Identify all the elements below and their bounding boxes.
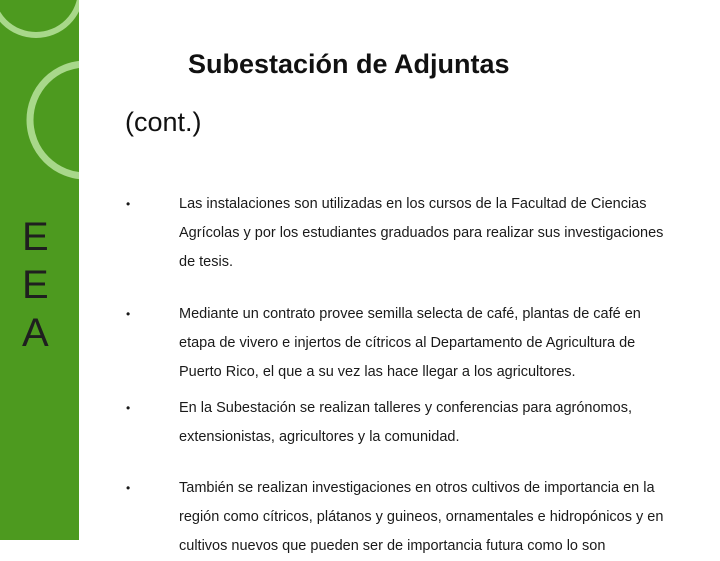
bullet-icon: • — [126, 307, 131, 321]
bullet-item — [120, 474, 680, 561]
bullet-icon: • — [126, 401, 131, 415]
slide-subtitle: (cont.) — [125, 107, 202, 137]
bullet-list — [120, 190, 680, 561]
sidebar-letter: A — [22, 311, 49, 355]
ring-top — [0, 0, 79, 35]
slide-title: Subestación de Adjuntas — [188, 49, 510, 79]
sidebar-letters — [0, 213, 79, 357]
bullet-item — [120, 300, 680, 387]
sidebar-letter: E — [22, 263, 49, 307]
ring-middle — [30, 64, 79, 176]
bullet-text: En la Subestación se realizan talleres y conferencias para agrónomos, extensionistas, agricultores y la comunidad. — [179, 400, 632, 445]
green-sidebar — [0, 0, 79, 540]
bullet-text: Las instalaciones son utilizadas en los cursos de la Facultad de Ciencias Agrícolas y por los estudiantes graduados para realizar sus investigaciones de tesis. — [179, 196, 664, 270]
bullet-item — [120, 394, 680, 452]
bullet-text: Mediante un contrato provee semilla selecta de café, plantas de café en etapa de vivero e injertos de cítricos al Departamento de Agricultura de Puerto Rico, el que a su vez las hace llegar a los agricultores. — [179, 306, 641, 380]
bullet-icon: • — [126, 197, 131, 211]
bullet-icon: • — [126, 481, 131, 495]
bullet-text: También se realizan investigaciones en otros cultivos de importancia en la región como cítricos, plátanos y guineos, ornamentales e hidropónicos y en cultivos nuevos que pueden ser de importancia futura como lo son — [179, 480, 664, 554]
sidebar-letter: E — [22, 215, 49, 259]
bullet-item — [120, 190, 680, 277]
